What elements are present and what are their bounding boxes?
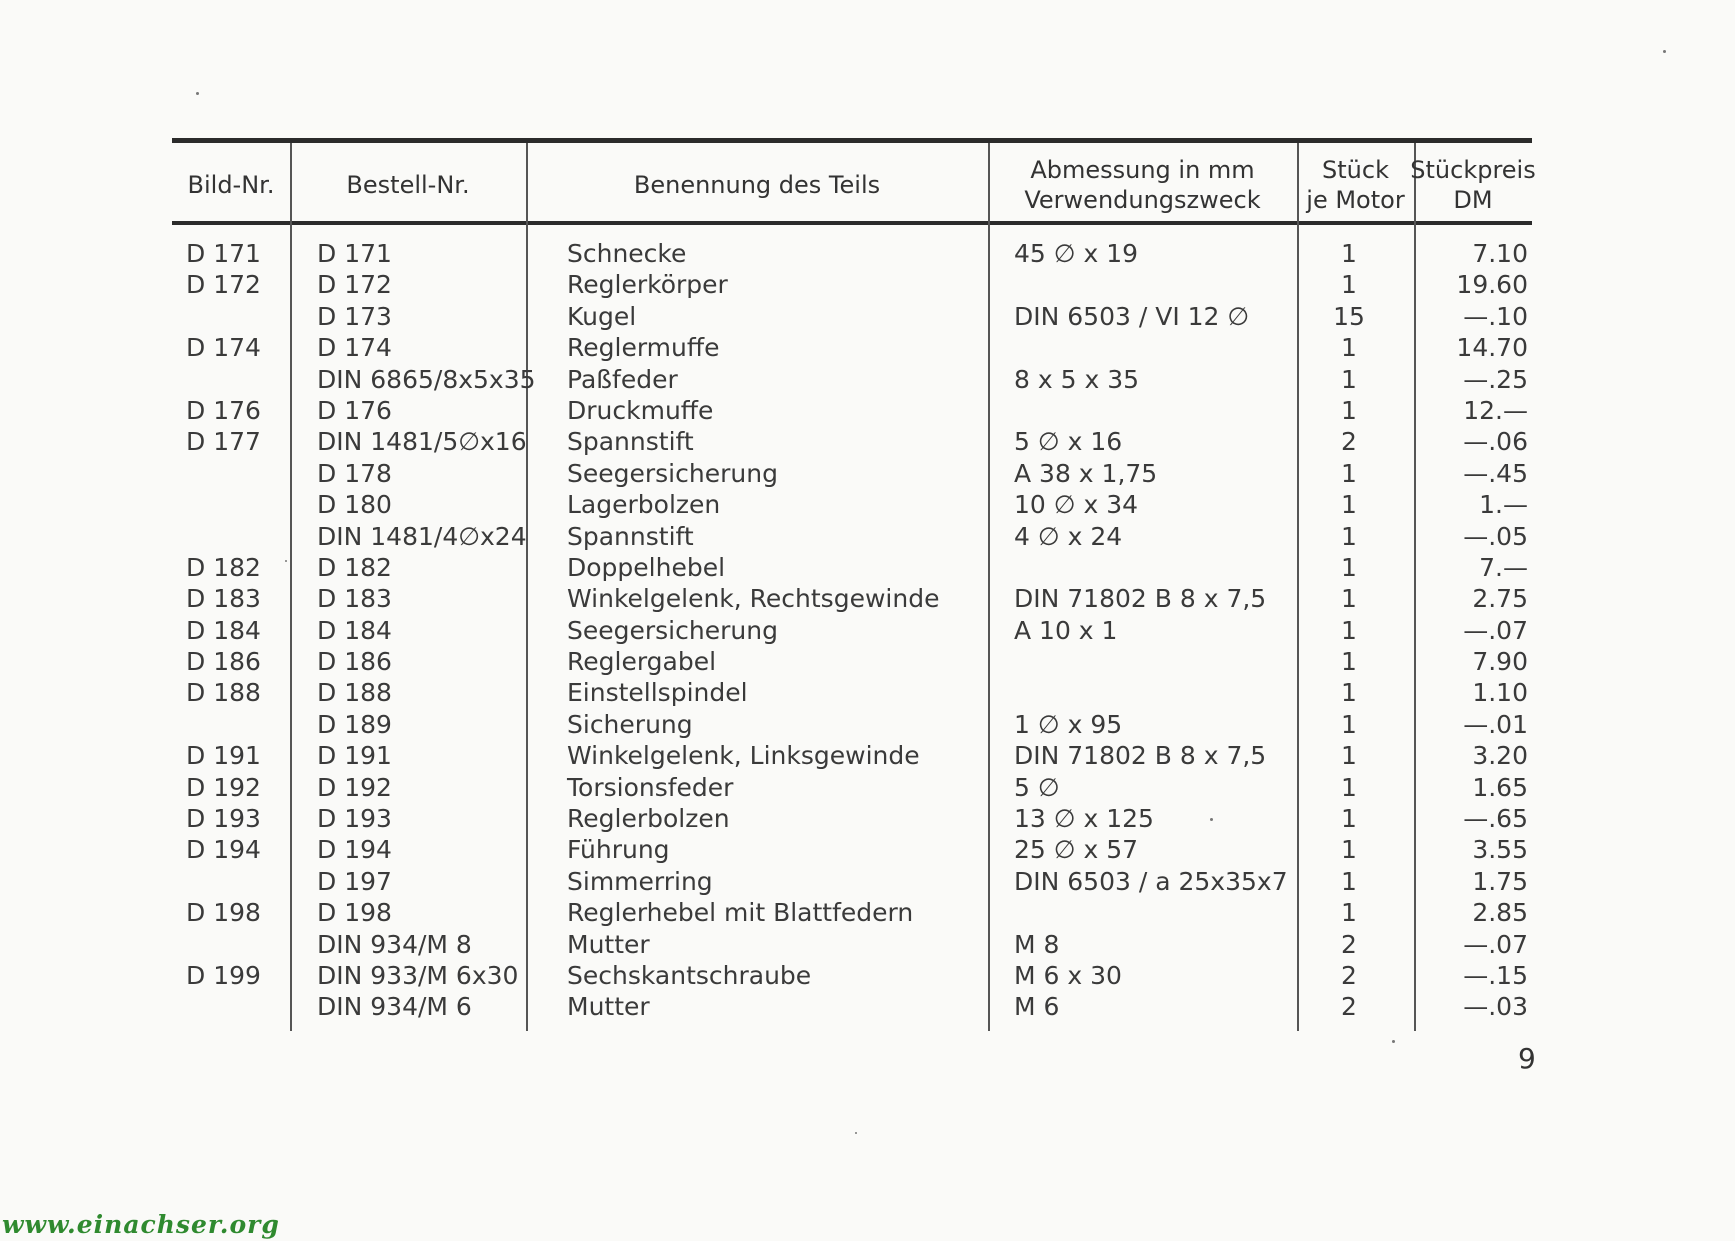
cell-bild-nr: D 184 <box>186 615 261 645</box>
cell-stueck: 1 <box>1341 678 1357 708</box>
cell-stueckpreis: 2.75 <box>1472 584 1528 614</box>
cell-abmessung: DIN 71802 B 8 x 7,5 <box>1014 741 1267 771</box>
cell-benennung: Paßfeder <box>567 364 678 394</box>
cell-benennung: Reglerkörper <box>567 270 728 300</box>
cell-benennung: Seegersicherung <box>567 615 778 645</box>
cell-abmessung: 4 ∅ x 24 <box>1014 521 1123 551</box>
cell-abmessung: M 6 x 30 <box>1014 960 1122 990</box>
table-row <box>172 929 1532 960</box>
cell-bestell-nr: D 180 <box>317 490 392 520</box>
cell-bestell-nr: D 198 <box>317 898 392 928</box>
cell-stueckpreis: 7.90 <box>1472 647 1528 677</box>
header-stueck: Stück je Motor <box>1306 156 1405 214</box>
cell-benennung: Sicherung <box>567 709 693 739</box>
table-row <box>172 677 1532 708</box>
cell-stueck: 1 <box>1341 866 1357 896</box>
cell-stueck: 2 <box>1341 427 1357 457</box>
cell-bestell-nr: D 193 <box>317 804 392 834</box>
cell-abmessung: DIN 6503 / VI 12 ∅ <box>1014 301 1250 331</box>
cell-benennung: Seegersicherung <box>567 458 778 488</box>
cell-stueck: 1 <box>1341 898 1357 928</box>
cell-bild-nr: D 194 <box>186 835 261 865</box>
cell-stueckpreis: —.01 <box>1463 709 1528 739</box>
cell-stueck: 1 <box>1341 458 1357 488</box>
cell-bild-nr: D 188 <box>186 678 261 708</box>
cell-stueckpreis: —.05 <box>1463 521 1528 551</box>
cell-bestell-nr: D 173 <box>317 301 392 331</box>
page-number: 9 <box>1518 1042 1536 1075</box>
cell-benennung: Reglergabel <box>567 647 717 677</box>
cell-stueckpreis: —.15 <box>1463 960 1528 990</box>
cell-benennung: Spannstift <box>567 521 694 551</box>
cell-bild-nr: D 172 <box>186 270 261 300</box>
cell-stueckpreis: —.65 <box>1463 804 1528 834</box>
cell-benennung: Winkelgelenk, Linksgewinde <box>567 741 920 771</box>
cell-benennung: Spannstift <box>567 427 694 457</box>
cell-abmessung: DIN 71802 B 8 x 7,5 <box>1014 584 1267 614</box>
cell-benennung: Reglerhebel mit Blattfedern <box>567 898 914 928</box>
cell-stueckpreis: —.03 <box>1463 992 1528 1022</box>
cell-abmessung: 5 ∅ x 16 <box>1014 427 1123 457</box>
header-abmessung: Abmessung in mm Verwendungszweck <box>1024 156 1261 214</box>
cell-stueck: 1 <box>1341 333 1357 363</box>
cell-bestell-nr: D 186 <box>317 647 392 677</box>
table-row <box>172 426 1532 457</box>
cell-stueck: 1 <box>1341 364 1357 394</box>
scan-speck <box>1210 818 1213 821</box>
table-row <box>172 552 1532 583</box>
cell-stueck: 1 <box>1341 709 1357 739</box>
cell-stueck: 1 <box>1341 647 1357 677</box>
table-top-rule <box>172 138 1532 143</box>
cell-stueck: 1 <box>1341 395 1357 425</box>
cell-stueck: 1 <box>1341 552 1357 582</box>
cell-bestell-nr: D 171 <box>317 239 392 268</box>
table-row <box>172 897 1532 928</box>
cell-stueckpreis: 1.— <box>1479 490 1528 520</box>
cell-benennung: Winkelgelenk, Rechtsgewinde <box>567 584 940 614</box>
cell-bild-nr: D 186 <box>186 647 261 677</box>
cell-stueck: 1 <box>1341 521 1357 551</box>
scan-speck <box>1392 1040 1395 1043</box>
cell-stueckpreis: 1.75 <box>1472 866 1528 896</box>
scan-speck <box>855 1132 857 1134</box>
cell-benennung: Sechskantschraube <box>567 960 812 990</box>
cell-bestell-nr: D 178 <box>317 458 392 488</box>
cell-abmessung: A 38 x 1,75 <box>1014 458 1158 488</box>
cell-stueck: 1 <box>1341 741 1357 771</box>
cell-abmessung: A 10 x 1 <box>1014 615 1118 645</box>
cell-bestell-nr: D 188 <box>317 678 392 708</box>
cell-abmessung: 13 ∅ x 125 <box>1014 804 1154 834</box>
header-bild-nr: Bild-Nr. <box>187 171 275 199</box>
cell-abmessung: M 8 <box>1014 929 1060 959</box>
cell-benennung: Mutter <box>567 992 650 1022</box>
table-row <box>172 301 1532 332</box>
cell-abmessung: 8 x 5 x 35 <box>1014 364 1139 394</box>
cell-abmessung: 45 ∅ x 19 <box>1014 239 1139 268</box>
table-row <box>172 991 1532 1022</box>
cell-bestell-nr: DIN 1481/5∅x16 <box>317 427 527 457</box>
cell-abmessung: 1 ∅ x 95 <box>1014 709 1123 739</box>
cell-abmessung: M 6 <box>1014 992 1060 1022</box>
cell-stueck: 1 <box>1341 584 1357 614</box>
cell-bestell-nr: DIN 934/M 6 <box>317 992 472 1022</box>
scan-speck <box>196 92 199 95</box>
cell-bestell-nr: D 184 <box>317 615 392 645</box>
cell-stueck: 2 <box>1341 960 1357 990</box>
cell-benennung: Reglerbolzen <box>567 804 730 834</box>
cell-stueckpreis: 7.— <box>1479 552 1528 582</box>
cell-abmessung: 5 ∅ <box>1014 772 1060 802</box>
footer-watermark: www.einachser.org <box>2 1210 280 1239</box>
cell-stueckpreis: 1.65 <box>1472 772 1528 802</box>
cell-stueckpreis: 14.70 <box>1456 333 1528 363</box>
cell-bild-nr: D 171 <box>186 239 261 268</box>
cell-bestell-nr: D 176 <box>317 395 392 425</box>
table-row <box>172 772 1532 803</box>
cell-bestell-nr: D 197 <box>317 866 392 896</box>
cell-stueckpreis: —.07 <box>1463 615 1528 645</box>
cell-stueck: 1 <box>1341 772 1357 802</box>
cell-benennung: Einstellspindel <box>567 678 748 708</box>
cell-stueck: 1 <box>1341 615 1357 645</box>
cell-benennung: Simmerring <box>567 866 713 896</box>
cell-bild-nr: D 192 <box>186 772 261 802</box>
table-row <box>172 458 1532 489</box>
table-row <box>172 364 1532 395</box>
table-row <box>172 740 1532 771</box>
cell-bestell-nr: DIN 934/M 8 <box>317 929 472 959</box>
cell-bild-nr: D 177 <box>186 427 261 457</box>
cell-benennung: Doppelhebel <box>567 552 726 582</box>
cell-bild-nr: D 199 <box>186 960 261 990</box>
cell-benennung: Mutter <box>567 929 650 959</box>
cell-benennung: Reglermuffe <box>567 333 720 363</box>
cell-stueck: 2 <box>1341 992 1357 1022</box>
cell-benennung: Lagerbolzen <box>567 490 721 520</box>
cell-benennung: Druckmuffe <box>567 395 714 425</box>
cell-bild-nr: D 176 <box>186 395 261 425</box>
cell-bestell-nr: DIN 6865/8x5x35 <box>317 364 536 394</box>
cell-stueckpreis: —.06 <box>1463 427 1528 457</box>
table-row <box>172 646 1532 677</box>
cell-bestell-nr: DIN 933/M 6x30 <box>317 960 519 990</box>
cell-stueck: 15 <box>1333 301 1365 331</box>
cell-stueckpreis: —.07 <box>1463 929 1528 959</box>
scan-speck <box>285 560 287 562</box>
cell-bild-nr: D 183 <box>186 584 261 614</box>
cell-stueck: 1 <box>1341 490 1357 520</box>
cell-stueckpreis: —.25 <box>1463 364 1528 394</box>
cell-bestell-nr: D 174 <box>317 333 392 363</box>
cell-bestell-nr: D 194 <box>317 835 392 865</box>
scan-speck <box>1663 50 1666 53</box>
cell-abmessung: 25 ∅ x 57 <box>1014 835 1139 865</box>
header-stueckpreis: Stückpreis DM <box>1410 156 1536 214</box>
cell-stueckpreis: 3.55 <box>1472 835 1528 865</box>
cell-bild-nr: D 174 <box>186 333 261 363</box>
header-benennung: Benennung des Teils <box>633 171 881 199</box>
cell-benennung: Kugel <box>567 301 637 331</box>
cell-stueck: 1 <box>1341 835 1357 865</box>
table-row <box>172 803 1532 834</box>
table-row <box>172 709 1532 740</box>
cell-abmessung: 10 ∅ x 34 <box>1014 490 1139 520</box>
cell-stueck: 1 <box>1341 270 1357 300</box>
header-bestell-nr: Bestell-Nr. <box>346 171 470 199</box>
cell-bestell-nr: D 183 <box>317 584 392 614</box>
table-row <box>172 395 1532 426</box>
cell-bild-nr: D 182 <box>186 552 261 582</box>
table-row <box>172 834 1532 865</box>
table-row <box>172 615 1532 646</box>
cell-stueckpreis: 3.20 <box>1472 741 1528 771</box>
cell-stueck: 2 <box>1341 929 1357 959</box>
table-row <box>172 332 1532 363</box>
cell-bild-nr: D 191 <box>186 741 261 771</box>
table-row <box>172 489 1532 520</box>
cell-benennung: Führung <box>567 835 670 865</box>
table-row <box>172 521 1532 552</box>
cell-stueckpreis: —.45 <box>1463 458 1528 488</box>
cell-bestell-nr: D 191 <box>317 741 392 771</box>
cell-bild-nr: D 198 <box>186 898 261 928</box>
cell-bestell-nr: D 192 <box>317 772 392 802</box>
cell-stueck: 1 <box>1341 239 1357 268</box>
table-row <box>172 960 1532 991</box>
cell-bestell-nr: D 182 <box>317 552 392 582</box>
cell-stueckpreis: 1.10 <box>1472 678 1528 708</box>
parts-table-body <box>172 238 1532 1023</box>
cell-benennung: Schnecke <box>567 239 687 268</box>
cell-stueck: 1 <box>1341 804 1357 834</box>
cell-abmessung: DIN 6503 / a 25x35x7 <box>1014 866 1288 896</box>
cell-stueckpreis: 7.10 <box>1472 239 1528 268</box>
cell-bestell-nr: DIN 1481/4∅x24 <box>317 521 527 551</box>
table-row <box>172 269 1532 300</box>
cell-bestell-nr: D 172 <box>317 270 392 300</box>
table-row <box>172 866 1532 897</box>
table-row <box>172 583 1532 614</box>
cell-stueckpreis: 2.85 <box>1472 898 1528 928</box>
cell-benennung: Torsionsfeder <box>567 772 734 802</box>
cell-stueckpreis: —.10 <box>1463 301 1528 331</box>
cell-bestell-nr: D 189 <box>317 709 392 739</box>
table-row <box>172 238 1532 269</box>
cell-stueckpreis: 12.— <box>1463 395 1528 425</box>
table-header-rule <box>172 221 1532 225</box>
cell-bild-nr: D 193 <box>186 804 261 834</box>
cell-stueckpreis: 19.60 <box>1456 270 1528 300</box>
